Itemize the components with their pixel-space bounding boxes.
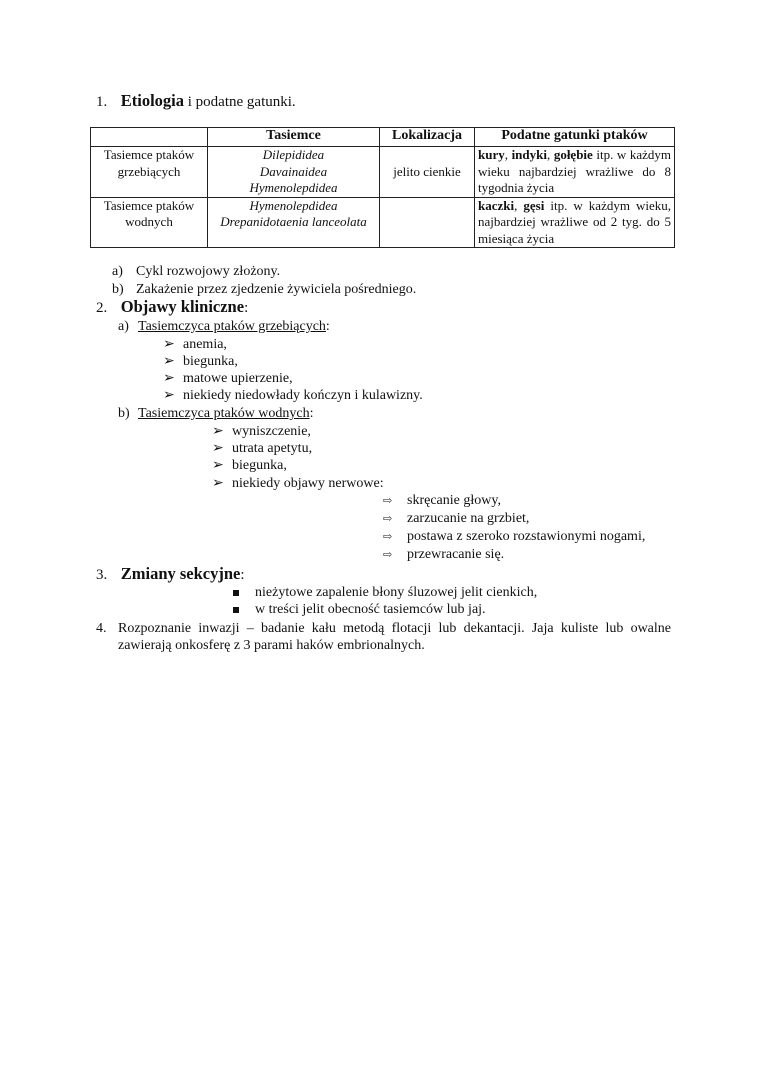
group-line: Tasiemce ptaków <box>103 197 195 213</box>
list-item-text: utrata apetytu, <box>232 441 313 456</box>
nervous-symptom-item <box>383 528 645 546</box>
subsection-marker: b) <box>118 406 130 421</box>
subsection-title: Tasiemczyca ptaków grzebiących <box>138 319 326 334</box>
arrow-bullet-icon: ➢ <box>212 458 224 473</box>
section-1-heading <box>96 92 296 111</box>
note-item <box>112 281 416 298</box>
section-title-bold: Etiologia <box>120 91 185 110</box>
double-arrow-icon: ⇨ <box>383 531 393 543</box>
species-bold: indyki <box>511 147 547 162</box>
double-arrow-icon: ⇨ <box>383 549 393 561</box>
section-title-rest: i podatne gatunki. <box>184 94 296 110</box>
list-item <box>212 475 384 492</box>
note-text: Cykl rozwojowy złożony. <box>136 264 281 279</box>
section-title: Zmiany sekcyjne <box>120 564 241 583</box>
section-2-heading <box>96 298 248 317</box>
list-item <box>212 440 312 457</box>
arrow-bullet-icon: ➢ <box>212 476 224 491</box>
subsection-colon: : <box>309 406 314 421</box>
list-item-text: niekiedy objawy nerwowe: <box>232 476 384 491</box>
list-item <box>233 584 537 601</box>
list-item <box>163 336 227 353</box>
section-colon: : <box>244 300 249 316</box>
arrow-bullet-icon: ➢ <box>163 354 175 369</box>
note-text: Zakażenie przez zjedzenie żywiciela pośredniego. <box>136 282 417 297</box>
nervous-symptom-item <box>383 546 504 564</box>
arrow-bullet-icon: ➢ <box>163 388 175 403</box>
species-bold: kaczki <box>478 197 515 213</box>
list-item-text: zarzucanie na grzbiet, <box>407 511 530 526</box>
subsection-marker: a) <box>118 319 129 334</box>
section-colon: : <box>240 567 245 583</box>
table-header-row <box>91 128 675 147</box>
table-cell-location: jelito cienkie <box>380 147 475 198</box>
double-arrow-icon: ⇨ <box>383 513 393 525</box>
section-title: Objawy kliniczne <box>120 297 245 316</box>
list-item <box>233 601 486 618</box>
table-header: Lokalizacja <box>380 128 475 147</box>
table-cell-species: kaczki, gęsi itp. w każdym wieku, najbardziej wrażliwe od 2 tyg. do 5 miesiąca życia <box>475 197 675 248</box>
note-marker: a) <box>112 264 123 279</box>
table-cell-tapeworms <box>208 147 380 198</box>
list-item <box>163 353 238 370</box>
list-item-text: niekiedy niedowłady kończyn i kulawizny. <box>183 388 423 403</box>
table-cell-location <box>380 197 475 248</box>
arrow-bullet-icon: ➢ <box>163 337 175 352</box>
subsection-title: Tasiemczyca ptaków wodnych <box>138 406 310 421</box>
list-item-text: skręcanie głowy, <box>407 493 501 508</box>
list-item-text: postawa z szeroko rozstawionymi nogami, <box>407 529 646 544</box>
group-line: wodnych <box>125 214 173 229</box>
note-marker: b) <box>112 282 124 297</box>
table-row <box>91 197 675 248</box>
table-header-empty <box>91 128 208 147</box>
list-item-text: anemia, <box>183 337 227 352</box>
nervous-symptom-item <box>383 492 501 510</box>
double-arrow-icon: ⇨ <box>383 495 393 507</box>
species-bold: gęsi <box>523 197 545 213</box>
section-number: 1. <box>96 94 108 110</box>
tapeworm-name: Hymenolepdidea <box>249 180 338 195</box>
group-line: Tasiemce ptaków <box>103 147 195 162</box>
table-row <box>91 147 675 198</box>
arrow-bullet-icon: ➢ <box>212 424 224 439</box>
nervous-symptom-item <box>383 510 529 528</box>
section-3-heading <box>96 565 245 584</box>
species-text: itp. w każdym wieku najbardziej wrażliwe do 8 tygodnia życia <box>478 147 672 195</box>
section-4-number: 4. <box>96 621 107 636</box>
list-item <box>163 387 423 404</box>
table-cell-group <box>91 147 208 198</box>
list-item-text: biegunka, <box>232 458 287 473</box>
list-item-text: nieżytowe zapalenie błony śluzowej jelit cienkich, <box>255 585 538 600</box>
square-bullet-icon <box>233 590 239 596</box>
tapeworm-table <box>90 127 675 248</box>
subsection-a-heading <box>118 318 330 335</box>
arrow-bullet-icon: ➢ <box>212 441 224 456</box>
section-4-text: Rozpoznanie inwazji – badanie kału metodą flotacji lub dekantacji. Jaja kuliste lub owalne zawierają onkosferę z 3 parami haków embrionalnych. <box>118 621 671 653</box>
section-number: 3. <box>96 567 108 583</box>
group-line: grzebiących <box>117 163 181 179</box>
list-item-text: przewracanie się. <box>407 547 505 562</box>
table-cell-tapeworms <box>208 197 380 248</box>
species-text: itp. w każdym wieku, najbardziej wrażliwe od 2 tyg. do 5 miesiąca życia <box>478 197 671 246</box>
list-item-text: w treści jelit obecność tasiemców lub jaj. <box>255 602 486 617</box>
list-item-text: matowe upierzenie, <box>183 371 293 386</box>
table-cell-species: kury, indyki, gołębie itp. w każdym wieku najbardziej wrażliwe do 8 tygodnia życia <box>475 147 675 198</box>
tapeworm-name: Dilepididea <box>262 147 325 162</box>
tapeworm-name: Davainaidea <box>259 163 328 179</box>
arrow-bullet-icon: ➢ <box>163 371 175 386</box>
table-header: Tasiemce <box>208 128 380 147</box>
list-item <box>163 370 293 387</box>
table-cell-group <box>91 197 208 248</box>
species-bold: gołębie <box>553 147 593 162</box>
square-bullet-icon <box>233 607 239 613</box>
list-item-text: biegunka, <box>183 354 238 369</box>
tapeworm-name: Drepanidotaenia lanceolata <box>220 214 367 229</box>
list-item-text: wyniszczenie, <box>232 424 311 439</box>
section-number: 2. <box>96 300 108 316</box>
list-item <box>212 423 311 440</box>
table-header: Podatne gatunki ptaków <box>475 128 675 147</box>
list-item <box>212 457 287 474</box>
species-bold: kury <box>478 147 505 162</box>
note-item <box>112 263 280 280</box>
tapeworm-name: Hymenolepdidea <box>249 197 338 213</box>
subsection-colon: : <box>325 319 330 334</box>
subsection-b-heading <box>118 405 314 422</box>
